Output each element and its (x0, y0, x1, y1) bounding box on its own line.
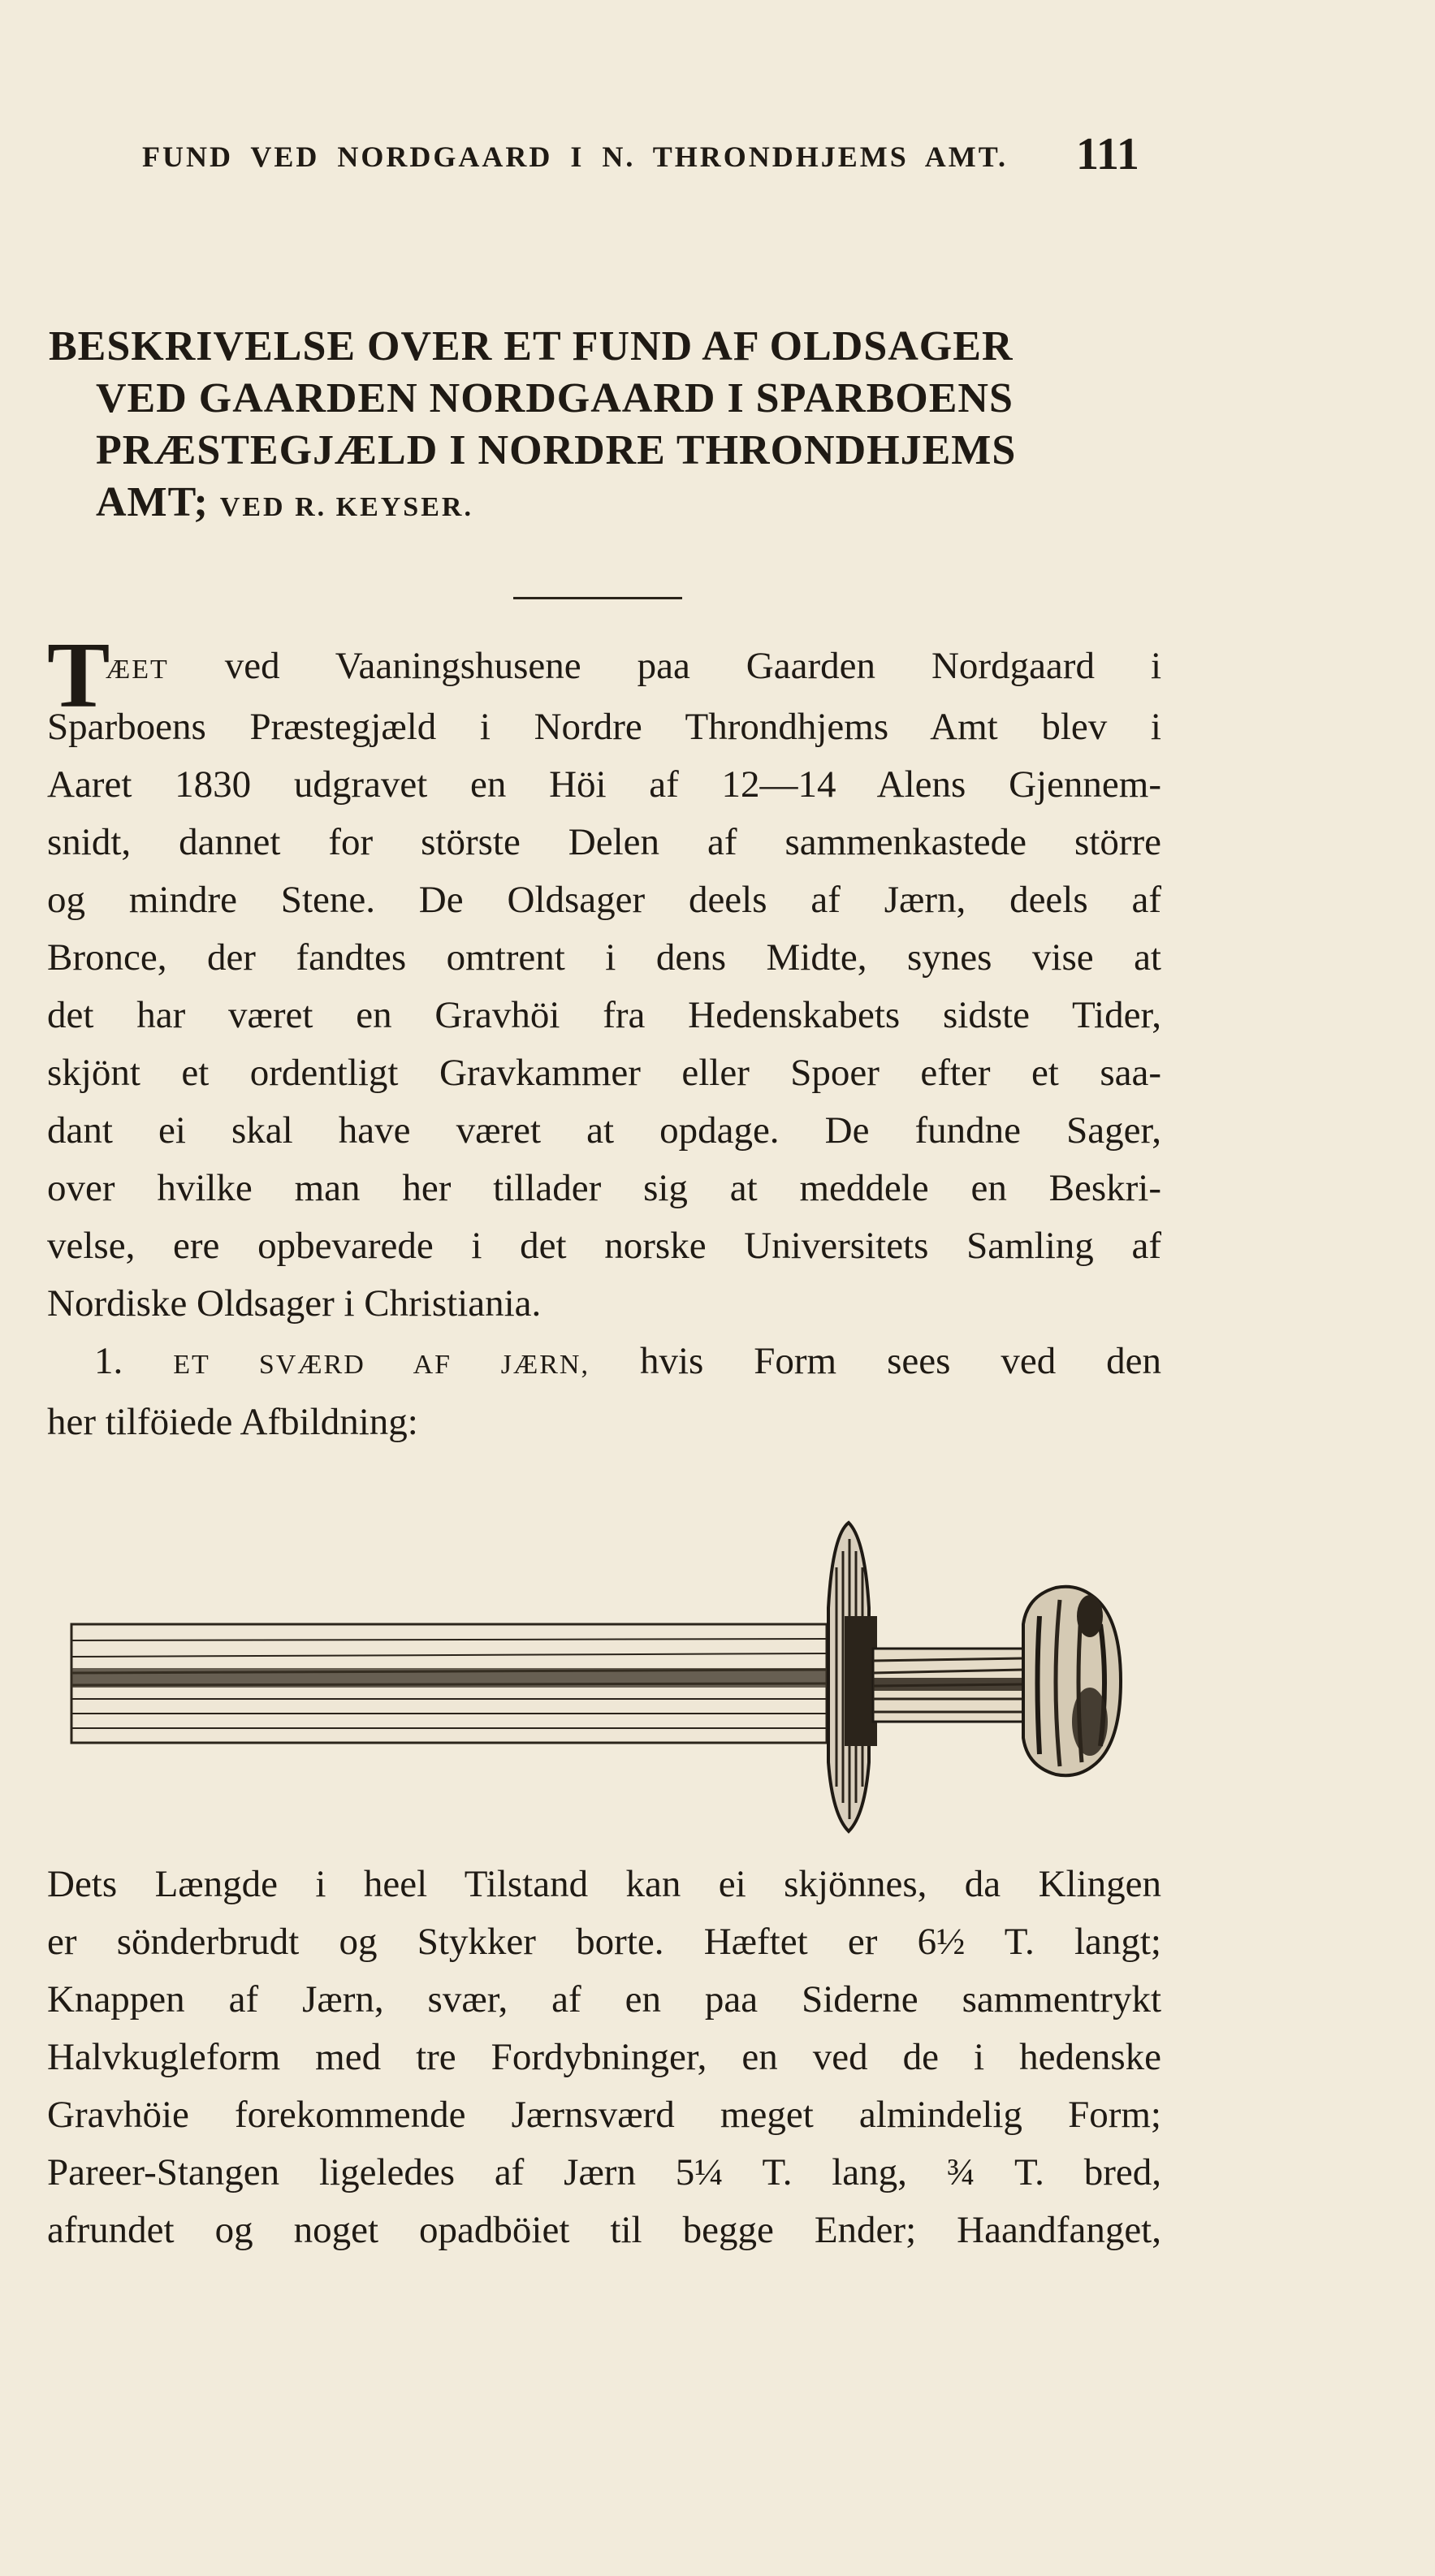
sword-grip (873, 1649, 1023, 1722)
article-title (49, 321, 1169, 534)
first-word-rest: ÆET (106, 655, 169, 685)
item-heading-rest: hvis Form sees ved den (639, 1340, 1162, 1382)
text-line: det har været en Gravhöi fra Hedenskabets sidste Tider, (47, 994, 1161, 1036)
section-rule (513, 597, 682, 599)
running-head: FUND VED NORDGAARD I N. THRONDHJEMS AMT. (142, 140, 1009, 173)
title-line-prefix: AMT; (96, 479, 209, 525)
item-caps-heading: ET SVÆRD AF JÆRN, (173, 1350, 590, 1380)
sword-blade (71, 1624, 827, 1743)
text-line: og mindre Stene. De Oldsager deels af Jærn, deels af (47, 879, 1161, 921)
text-line: Dets Længde i heel Tilstand kan ei skjönnes, da Klingen (47, 1863, 1161, 1905)
text-line: Pareer-Stangen ligeledes af Jærn 5¼ T. lang, ¾ T. bred, (47, 2151, 1161, 2193)
text-line: her tilföiede Afbildning: (47, 1401, 418, 1443)
title-line-last (49, 477, 1169, 534)
sword-crossguard (828, 1523, 877, 1831)
text-line: Aaret 1830 udgravet en Höi af 12—14 Alens Gjennem- (47, 763, 1161, 806)
title-line: VED GAARDEN NORDGAARD I SPARBOENS (96, 375, 1014, 421)
sword-pommel (1023, 1587, 1121, 1776)
text-line: over hvilke man her tillader sig at meddele en Beskri- (47, 1167, 1161, 1209)
text-line: Knappen af Jærn, svær, af en paa Siderne sammentrykt (47, 1978, 1161, 2021)
text-line-content: ved Vaaningshusene paa Gaarden Nordgaard i (168, 645, 1161, 687)
title-line: PRÆSTEGJÆLD I NORDRE THRONDHJEMS (96, 427, 1017, 473)
text-line: Sparboens Præstegjæld i Nordre Throndhjems Amt blev i (47, 706, 1161, 748)
text-line: velse, ere opbevarede i det norske Universitets Samling af (47, 1225, 1161, 1267)
intro-paragraph (47, 638, 1161, 1451)
item-number: 1. (94, 1340, 123, 1382)
text-line: dant ei skal have været at opdage. De fundne Sager, (47, 1109, 1161, 1152)
text-line: snidt, dannet for störste Delen af sammenkastede större (47, 821, 1161, 863)
text-line: skjönt et ordentligt Gravkammer eller Spoer efter et saa- (47, 1052, 1161, 1094)
page-number: 111 (1076, 129, 1139, 179)
text-line: Nordiske Oldsager i Christiania. (47, 1282, 542, 1325)
item-heading-line (47, 1333, 1161, 1394)
author-byline: VED R. KEYSER. (219, 492, 473, 522)
sword-illustration (65, 1519, 1153, 1835)
title-line: BESKRIVELSE OVER ET FUND AF OLDSAGER (49, 323, 1014, 370)
text-line: Halvkugleform med tre Fordybninger, en ved de i hedenske (47, 2036, 1161, 2078)
drop-cap: T (47, 624, 110, 728)
text-line: Bronce, der fandtes omtrent i dens Midte, synes vise at (47, 936, 1161, 979)
text-line (47, 638, 1161, 698)
description-paragraph (47, 1856, 1161, 2259)
text-line: afrundet og noget opadböiet til begge Ender; Haandfanget, (47, 2209, 1161, 2251)
text-line: Gravhöie forekommende Jærnsværd meget almindelig Form; (47, 2094, 1161, 2136)
text-line: er sönderbrudt og Stykker borte. Hæftet er 6½ T. langt; (47, 1921, 1161, 1963)
